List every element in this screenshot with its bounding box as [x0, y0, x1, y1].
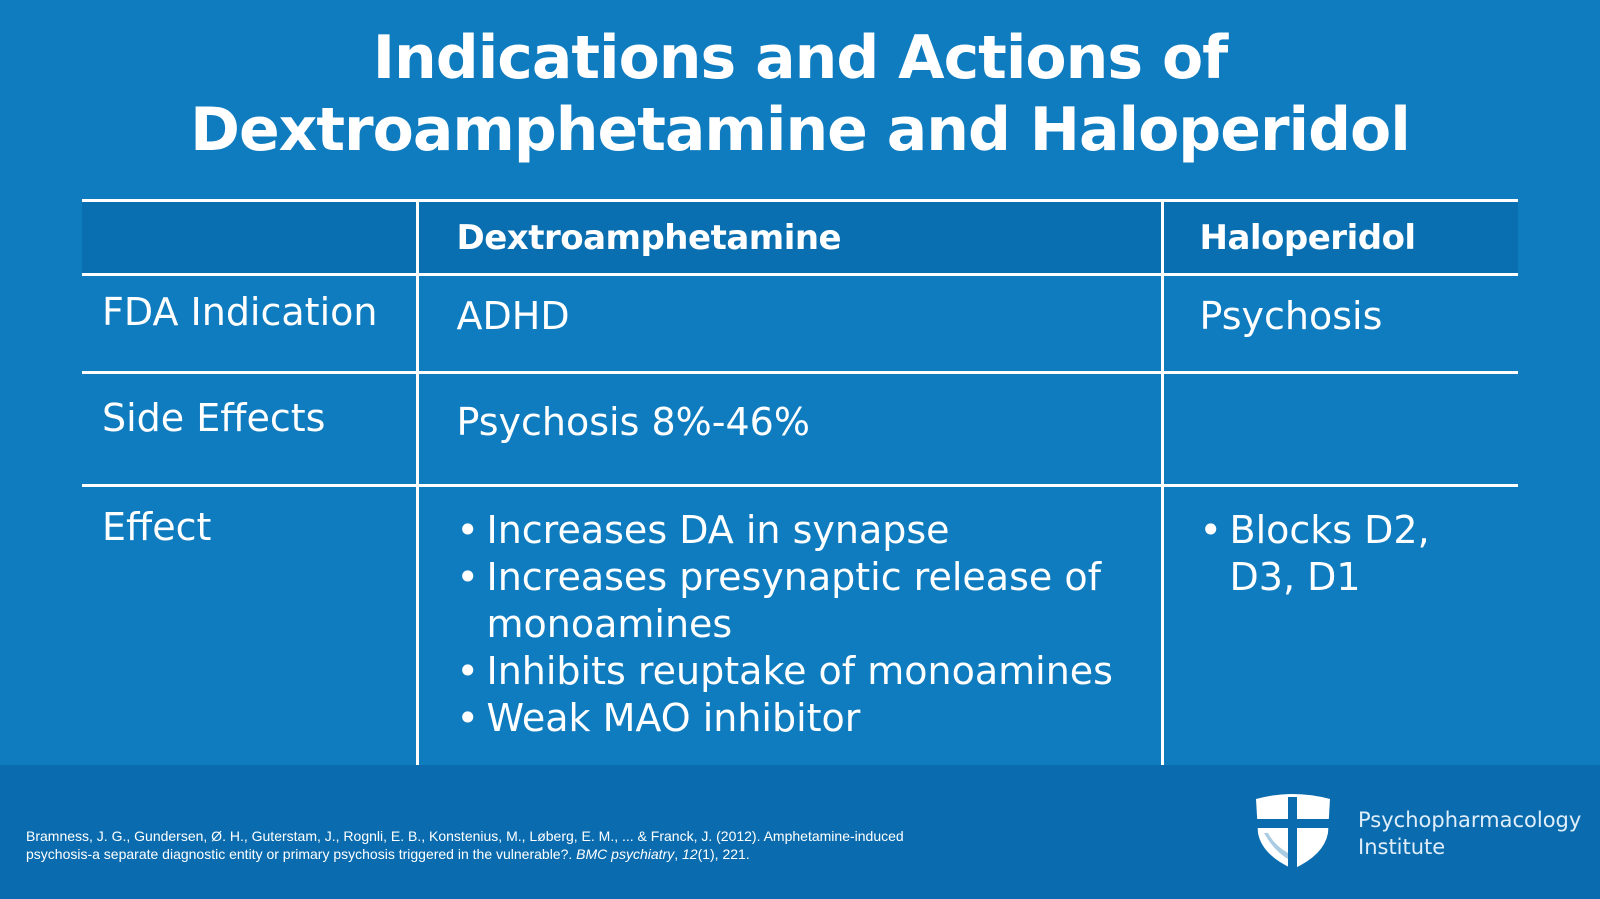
- cell-halo-side-effects: [1162, 373, 1518, 486]
- citation-volume: 12: [681, 846, 698, 862]
- table-header-row: [82, 201, 1518, 275]
- slide-title: [0, 22, 1600, 166]
- list-item: • Inhibits reuptake of monoamines: [457, 648, 1161, 695]
- citation: [26, 827, 926, 863]
- citation-text: Bramness, J. G., Gundersen, Ø. H., Guterstam, J., Rognli, E. B., Konstenius, M., Løberg, E. M., ... & Franck, J. (2012). Amphetamine-induced psychosis-a separate diagnostic entity or primary psychosis triggered in the vulnerable?.: [26, 828, 904, 862]
- table-row: [82, 373, 1518, 486]
- header-haloperidol: Haloperidol: [1162, 201, 1518, 275]
- citation-separator: ,: [674, 846, 682, 862]
- shield-cross-icon: [1252, 793, 1334, 871]
- title-line-1: Indications and Actions of: [372, 23, 1228, 93]
- dextro-effect-list: [457, 507, 1161, 742]
- cell-dextro-indication: ADHD: [417, 275, 1162, 373]
- brand-line-2: Institute: [1358, 835, 1446, 859]
- row-label-side-effects: Side Effects: [82, 373, 417, 486]
- brand-name: [1358, 807, 1581, 861]
- citation-issue-pages: (1), 221.: [697, 846, 750, 862]
- list-item: • Blocks D2, D3, D1: [1200, 507, 1460, 601]
- title-line-2: Dextroamphetamine and Haloperidol: [190, 95, 1410, 165]
- row-label-fda-indication: FDA Indication: [82, 275, 417, 373]
- header-empty: [82, 201, 417, 275]
- cell-halo-indication: Psychosis: [1162, 275, 1518, 373]
- footer: [0, 765, 1600, 899]
- cell-halo-effect: [1162, 486, 1518, 785]
- table-row: [82, 486, 1518, 785]
- citation-journal: BMC psychiatry: [576, 846, 675, 862]
- comparison-table: [82, 199, 1518, 786]
- cell-dextro-effect: [417, 486, 1162, 785]
- brand-line-1: Psychopharmacology: [1358, 808, 1582, 832]
- list-item: • Weak MAO inhibitor: [457, 695, 1161, 742]
- row-label-effect: Effect: [82, 486, 417, 785]
- cell-dextro-side-effects: Psychosis 8%-46%: [417, 373, 1162, 486]
- list-item: • Increases presynaptic release of monoamines: [457, 554, 1161, 648]
- header-dextroamphetamine: Dextroamphetamine: [417, 201, 1162, 275]
- halo-effect-list: [1200, 507, 1519, 601]
- list-item: • Increases DA in synapse: [457, 507, 1161, 554]
- table-row: [82, 275, 1518, 373]
